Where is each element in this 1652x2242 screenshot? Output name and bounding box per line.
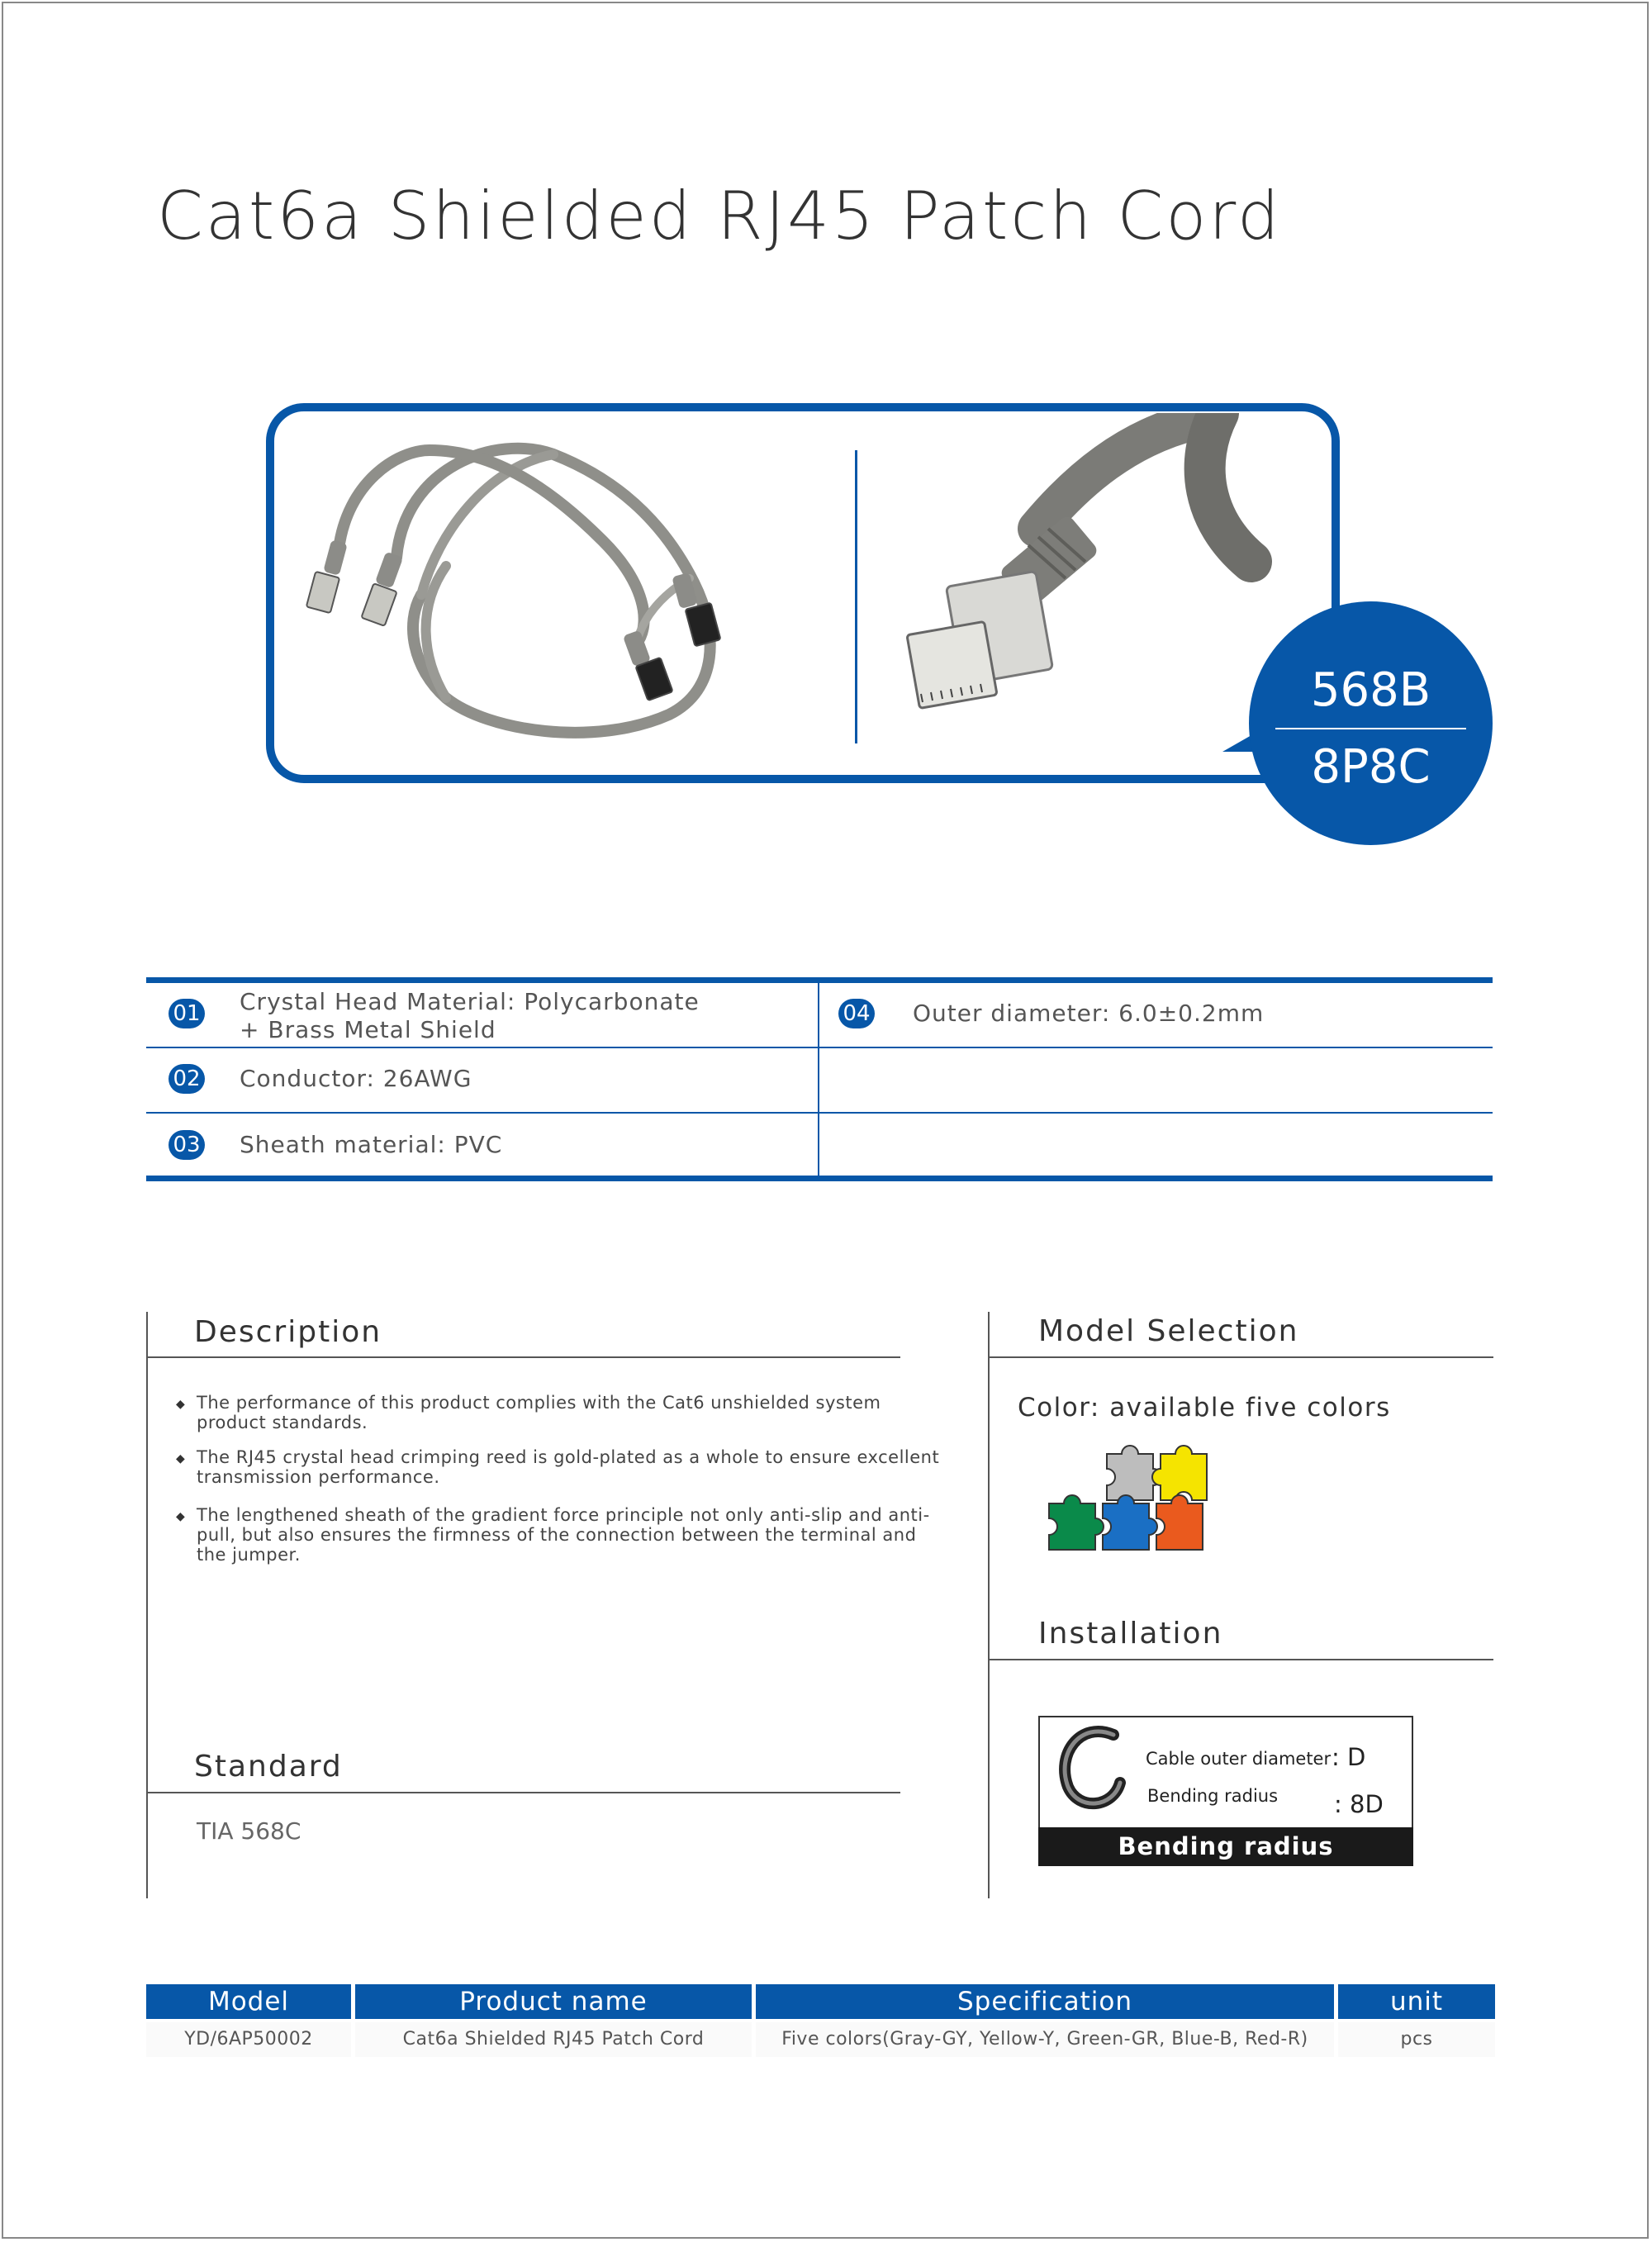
feature-number-02: 02 — [169, 1064, 205, 1094]
bullet-diamond: ◆ — [176, 1452, 185, 1465]
badge-wiring: 568B — [1310, 663, 1431, 717]
feature-text: Sheath material: PVC — [240, 1131, 503, 1158]
features-column-divider — [818, 983, 819, 1176]
cable-diameter-label: Cable outer diameter — [1146, 1749, 1332, 1769]
features-row-divider — [146, 1047, 1493, 1048]
frame-divider — [855, 450, 857, 743]
standard-value: TIA 568C — [197, 1817, 301, 1845]
model-selection-underline — [988, 1356, 1493, 1358]
feature-number-01: 01 — [169, 999, 205, 1028]
feature-text: Outer diameter: 6.0±0.2mm — [913, 1000, 1265, 1027]
installation-underline — [988, 1659, 1493, 1660]
description-underline — [146, 1356, 900, 1358]
description-item: The performance of this product complies with the Cat6 unshielded system product standards. — [197, 1393, 881, 1432]
left-column-rule — [146, 1312, 148, 1898]
feature-number-03: 03 — [169, 1130, 205, 1160]
table-header-product-name: Product name — [355, 1984, 752, 2019]
bending-radius-value: : 8D — [1334, 1790, 1384, 1818]
features-row-divider — [146, 1112, 1493, 1114]
features-table — [146, 977, 1493, 1182]
feature-number-04: 04 — [838, 999, 875, 1028]
coiled-cable-image — [281, 417, 818, 748]
table-cell-model: YD/6AP50002 — [146, 2022, 351, 2057]
standard-badge — [1249, 601, 1493, 845]
table-header-specification: Specification — [756, 1984, 1334, 2019]
right-column-rule — [988, 1312, 990, 1898]
table-cell-product-name: Cat6a Shielded RJ45 Patch Cord — [355, 2022, 752, 2057]
cable-bend-icon — [1056, 1725, 1134, 1816]
color-puzzle-icon — [1045, 1442, 1235, 1574]
bending-radius-label: Bending radius — [1147, 1786, 1279, 1806]
color-availability: Color: available five colors — [1018, 1393, 1391, 1423]
features-bottom-bar — [146, 1176, 1493, 1181]
bullet-diamond: ◆ — [176, 1398, 185, 1411]
badge-connector: 8P8C — [1311, 740, 1431, 794]
table-cell-specification: Five colors(Gray-GY, Yellow-Y, Green-GR, Blue-B, Red-R) — [756, 2022, 1334, 2057]
feature-text: Conductor: 26AWG — [240, 1065, 472, 1092]
table-header-unit: unit — [1338, 1984, 1495, 2019]
badge-divider — [1275, 728, 1466, 729]
feature-text: Crystal Head Material: Polycarbonate — [240, 988, 700, 1015]
description-item: The lengthened sheath of the gradient force principle not only anti-slip and anti-pull, but also ensures the firmness of the connection between the terminal and the jumper. — [197, 1505, 930, 1565]
standard-underline — [146, 1792, 900, 1793]
description-title: Description — [194, 1315, 382, 1349]
feature-text-continued: + Brass Metal Shield — [240, 1016, 496, 1043]
table-header-model: Model — [146, 1984, 351, 2019]
description-item: The RJ45 crystal head crimping reed is gold-plated as a whole to ensure excellent transmission performance. — [197, 1447, 940, 1487]
table-cell-unit: pcs — [1338, 2022, 1495, 2057]
cable-diameter-value: : D — [1332, 1743, 1366, 1771]
bullet-diamond: ◆ — [176, 1510, 185, 1523]
bending-radius-caption: Bending radius — [1038, 1827, 1413, 1866]
model-selection-title: Model Selection — [1038, 1314, 1299, 1348]
standard-title: Standard — [194, 1750, 343, 1784]
page-title: Cat6a Shielded RJ45 Patch Cord — [157, 178, 1282, 254]
installation-title: Installation — [1038, 1617, 1223, 1651]
features-top-bar — [146, 977, 1493, 983]
